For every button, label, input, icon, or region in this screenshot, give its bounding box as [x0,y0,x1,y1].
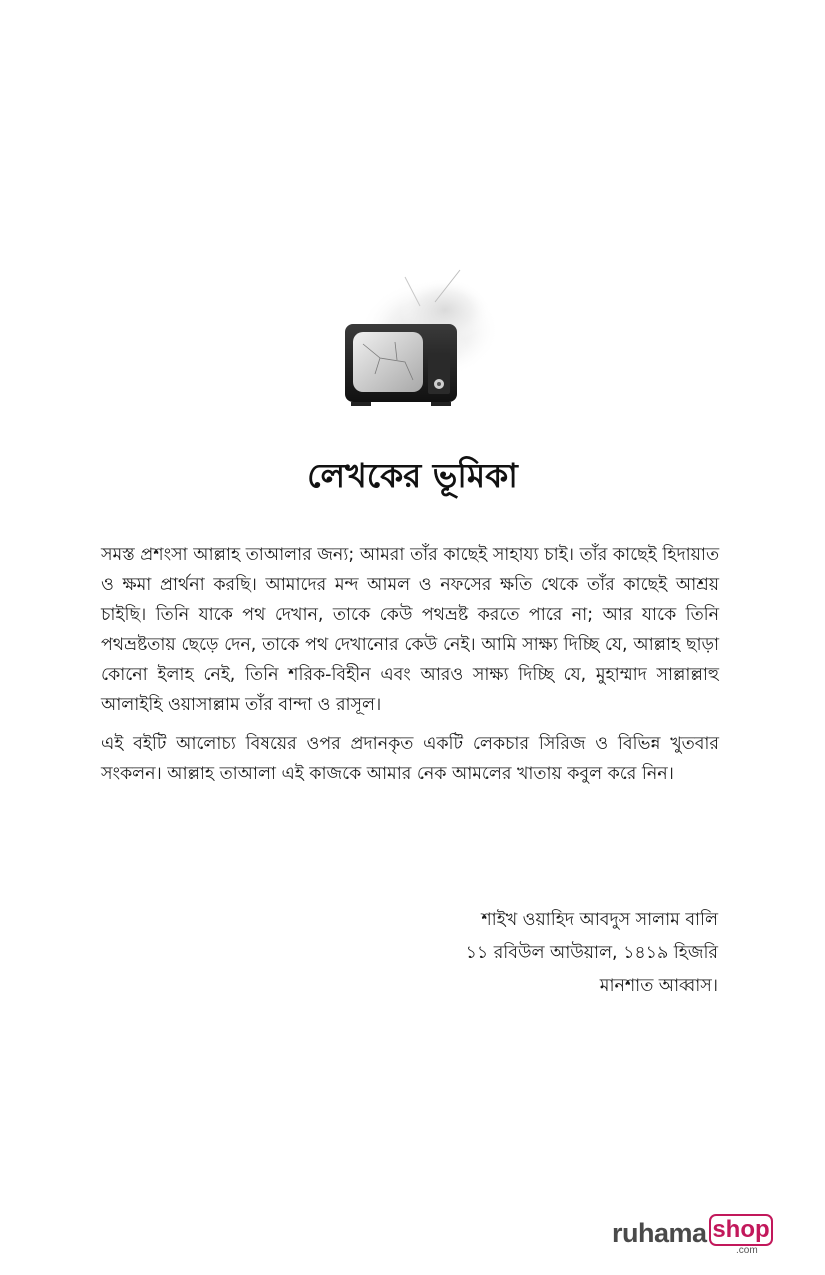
preface-paragraph: সমস্ত প্রশংসা আল্লাহ তাআলার জন্য; আমরা তাঁর কাছেই সাহায্য চাই। তাঁর কাছেই হিদায়াত ও ক্ষমা প্রার্থনা করছি। আমাদের মন্দ আমল ও নফসের ক্ষতি থেকে তাঁর কাছেই আশ্রয় চাইছি। তিনি যাকে পথ দেখান, তাকে কেউ পথভ্রষ্ট করতে পারে না; আর যাকে তিনি পথভ্রষ্টতায় ছেড়ে দেন, তাকে পথ দেখানোর কেউ নেই। আমি সাক্ষ্য দিচ্ছি যে, আল্লাহ ছাড়া কোনো ইলাহ নেই, তিনি শরিক-বিহীন এবং আরও সাক্ষ্য দিচ্ছি যে, মুহাম্মাদ সাল্লাল্লাহু আলাইহি ওয়াসাল্লাম তাঁর বান্দা ও রাসূল। [101,545,719,715]
publisher-logo [612,1214,782,1260]
signature-author: শাইখ ওয়াহিদ আবদুস সালাম বালি [481,910,718,930]
preface-body [101,540,719,798]
logo-suffix: .com [736,1245,758,1256]
broken-tv-icon [335,262,510,412]
logo-name: ruhama [612,1218,707,1248]
logo-highlight: shop [709,1214,773,1246]
chapter-title: লেখকের ভূমিকা [307,456,518,495]
author-signature [466,904,718,1003]
preface-paragraph: এই বইটি আলোচ্য বিষয়ের ওপর প্রদানকৃত একটি লেকচার সিরিজ ও বিভিন্ন খুতবার সংকলন। আল্লাহ তাআলা এই কাজকে আমার নেক আমলের খাতায় কবুল করে নিন। [101,734,719,784]
signature-place: মানশাত আব্বাস। [599,976,718,996]
signature-date: ১১ রবিউল আউয়াল, ১৪১৯ হিজরি [465,943,718,963]
